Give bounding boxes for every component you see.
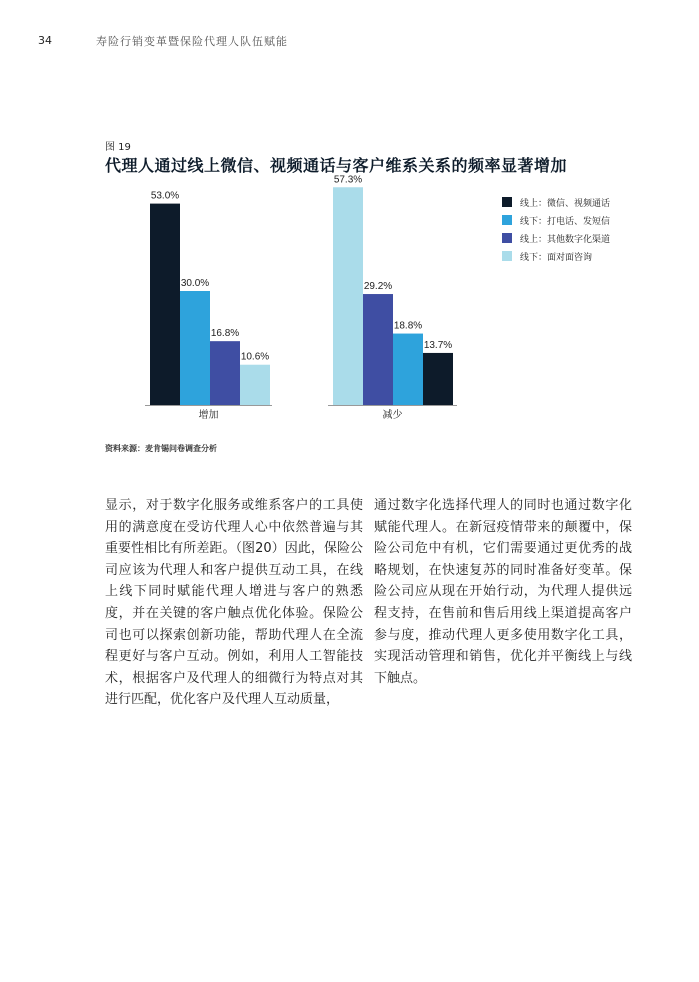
- body-text-right: 通过数字化选择代理人的同时也通过数字化赋能代理人。在新冠疫情带来的颠覆中，保险公司危中有机，它们需要通过更优秀的战略规划，在快速复苏的同时准备好变革。保险公司应从现在开始行动，为代理人提供远程支持，在售前和售后用线上渠道提高客户参与度，推动代理人更多使用数字化工具，实现活动管理和销售，优化并平衡线上与线下触点。: [374, 498, 632, 686]
- bar: [210, 341, 240, 405]
- bar: [363, 294, 393, 405]
- legend-label: 线下：打电话、发短信: [520, 216, 611, 227]
- legend-swatch: [502, 215, 512, 225]
- legend-swatch: [502, 233, 512, 243]
- bar: [423, 353, 453, 405]
- bar: [240, 365, 270, 405]
- bar-value-label: 53.0%: [150, 190, 180, 202]
- bar-value-label: 13.7%: [423, 339, 453, 351]
- bar-value-label: 57.3%: [333, 174, 363, 186]
- legend-swatch: [502, 251, 512, 261]
- legend-label: 线上：其他数字化渠道: [520, 234, 611, 245]
- legend-label: 线下：面对面咨询: [520, 252, 593, 263]
- bar: [180, 291, 210, 405]
- figure-label: 图 19: [105, 142, 131, 153]
- bar: [333, 187, 363, 405]
- bar: [150, 204, 180, 405]
- figure-source: 资料来源：麦肯锡问卷调查分析: [105, 444, 217, 453]
- page-number: 34: [38, 34, 52, 47]
- legend-item: [502, 211, 610, 229]
- body-text-left: 显示，对于数字化服务或维系客户的工具使用的满意度在受访代理人心中依然普遍与其重要性相比有所差距。（图20）因此，保险公司应该为代理人和客户提供互动工具，在线上线下同时赋能代理人增进与客户的熟悉度，并在关键的客户触点优化体验。保险公司也可以探索创新功能，帮助代理人在全流程更好与客户互动。例如，利用人工智能技术，根据客户及代理人的细微行为特点对其进行匹配，优化客户及代理人互动质量，: [105, 498, 363, 708]
- bar-value-label: 16.8%: [210, 328, 240, 340]
- figure-title: 代理人通过线上微信、视频通话与客户维系关系的频率显著增加: [105, 156, 568, 175]
- chart-legend: [502, 193, 610, 265]
- category-label: 增加: [198, 410, 219, 421]
- bar-value-label: 29.2%: [363, 281, 393, 293]
- legend-item: [502, 229, 610, 247]
- legend-item: [502, 247, 610, 265]
- bar-value-label: 10.6%: [240, 351, 270, 363]
- bar: [393, 334, 423, 405]
- running-header: 寿险行销变革暨保险代理人队伍赋能: [96, 35, 288, 48]
- legend-swatch: [502, 197, 512, 207]
- category-label: 减少: [382, 410, 403, 421]
- bar-value-label: 30.0%: [180, 278, 210, 289]
- legend-item: [502, 193, 610, 211]
- bar-value-label: 18.8%: [393, 320, 423, 332]
- legend-label: 线上：微信、视频通话: [520, 198, 611, 209]
